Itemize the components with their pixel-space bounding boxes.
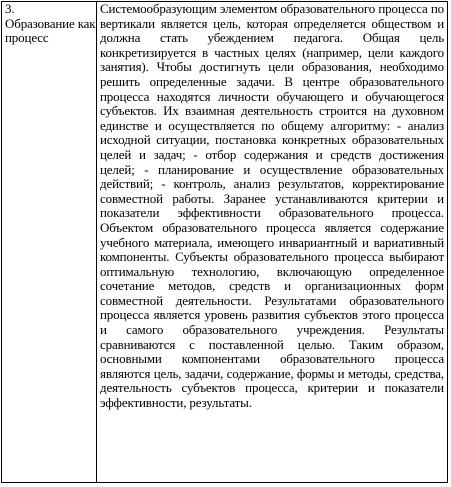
table-row — [2, 2, 448, 483]
row-number: 3. — [5, 1, 15, 16]
row-heading-cell — [2, 2, 97, 483]
row-description-cell — [97, 2, 448, 483]
row-title: Образование как процесс — [5, 15, 96, 46]
row-description: Системообразующим элементом образовательного процесса по вертикали является цель, которая определяется обществом и должна стать убеждением педагога. Общая цель конкретизируется в частных целях (например, цели каждого занятия). Чтобы достигнуть цели образования, необходимо решить определенные задачи. В центре образовательного процесса находятся личности обучающего и обучающегося субъектов. Их взаимная деятельность строится на духовном единстве и осуществляется по общему алгоритму: - анализ исходной ситуации, постановка конкретных образовательных целей и задач; - отбор содержания и средств достижения целей; - планирование и осуществление образовательных действий; - контроль, анализ результатов, корректирование совместной работы. Заранее устанавливаются критерии и показатели эффективности образовательного процесса. Объектом образовательного процесса является содержание учебного материала, имеющего инвариантный и вариативный компоненты. Субъекты образовательного процесса выбирают оптимальную технологию, включающую определенное сочетание методов, средств и организационных форм совместной деятельности. Результатами образовательного процесса является уровень развития субъектов этого процесса и самого образовательного учреждения. Результаты сравниваются с поставленной целью. Таким образом, основными компонентами образовательного процесса являются цель, задачи, содержание, формы и методы, средства, деятельность субъектов процесса, критерии и показатели эффективности, результаты. — [100, 1, 444, 411]
content-table — [1, 1, 448, 483]
